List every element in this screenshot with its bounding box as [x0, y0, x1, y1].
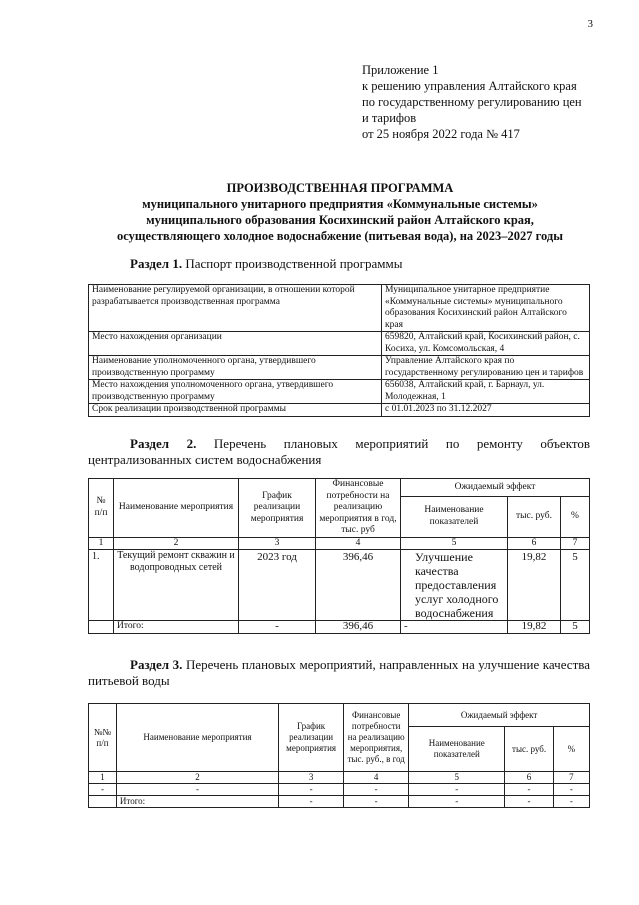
total-percent: 5: [561, 621, 590, 634]
total-label: Итого:: [116, 796, 278, 808]
header-schedule: График реализации мероприятия: [239, 479, 316, 538]
row-percent: 5: [561, 550, 590, 621]
header-effect: Ожидаемый эффект: [401, 479, 590, 497]
title-line: муниципального образования Косихинский район Алтайского края,: [146, 213, 534, 227]
passport-name-cell: Срок реализации производственной программы: [89, 404, 382, 417]
column-number-row: [89, 537, 590, 550]
header-name: Наименование мероприятия: [116, 704, 278, 772]
page-number: 3: [587, 18, 593, 30]
column-number: 4: [316, 537, 401, 550]
table-row: [89, 356, 590, 380]
total-row: [89, 621, 590, 634]
section3-text: Перечень плановых мероприятий, направленных на улучшение качества питьевой воды: [88, 657, 590, 688]
row-finance: 396,46: [316, 550, 401, 621]
header-percent: %: [561, 496, 590, 537]
header-num: №№ п/п: [89, 704, 117, 772]
title-line: осуществляющего холодное водоснабжение (питьевая вода), на 2023–2027 годы: [117, 229, 563, 243]
column-number: 1: [89, 772, 117, 784]
column-number: 2: [116, 772, 278, 784]
title-line: ПРОИЗВОДСТВЕННАЯ ПРОГРАММА: [226, 181, 454, 195]
total-row: [89, 796, 590, 808]
row-num: 1.: [89, 550, 114, 621]
column-number: 5: [401, 537, 508, 550]
table-header-row: [89, 479, 590, 497]
header-indicator: Наименование показателей: [409, 727, 505, 772]
total-indicator: -: [409, 796, 505, 808]
total-schedule: -: [239, 621, 316, 634]
row-indicator: Улучшение качества предоставления услуг холодного водоснабжения: [401, 550, 508, 621]
header-effect: Ожидаемый эффект: [409, 704, 590, 727]
appendix-line: и тарифов: [362, 111, 417, 125]
row-schedule: 2023 год: [239, 550, 316, 621]
total-finance: -: [344, 796, 409, 808]
document-title: [60, 180, 620, 244]
column-number: 6: [508, 537, 561, 550]
section2-text: Перечень плановых мероприятий по ремонту объектов централизованных систем водоснабжения: [88, 436, 590, 467]
column-number: 7: [561, 537, 590, 550]
table-row: [89, 784, 590, 796]
passport-value-cell: с 01.01.2023 по 31.12.2027: [382, 404, 590, 417]
total-label: Итого:: [114, 621, 239, 634]
total-thousand: -: [505, 796, 554, 808]
passport-name-cell: Место нахождения организации: [89, 332, 382, 356]
column-number-row: [89, 772, 590, 784]
passport-table: [88, 284, 590, 417]
appendix-line: Приложение 1: [362, 63, 439, 77]
column-number: 3: [279, 772, 344, 784]
section3-heading: [88, 657, 590, 689]
header-indicator: Наименование показателей: [401, 496, 508, 537]
column-number: 3: [239, 537, 316, 550]
passport-value-cell: Управление Алтайского края по государственному регулированию цен и тарифов: [382, 356, 590, 380]
total-finance: 396,46: [316, 621, 401, 634]
header-finance: Финансовые потребности на реализацию мероприятия, тыс. руб., в год: [344, 704, 409, 772]
column-number: 7: [553, 772, 589, 784]
table-row: [89, 380, 590, 404]
section2-heading: [88, 436, 590, 468]
total-thousand: 19,82: [508, 621, 561, 634]
appendix-block: [362, 62, 582, 142]
section1-text: Паспорт производственной программы: [182, 256, 403, 271]
header-num: № п/п: [89, 479, 114, 538]
passport-value-cell: 656038, Алтайский край, г. Барнаул, ул. Молодежная, 1: [382, 380, 590, 404]
column-number: 4: [344, 772, 409, 784]
table-row: [89, 404, 590, 417]
total-percent: -: [553, 796, 589, 808]
row-finance: -: [344, 784, 409, 796]
row-thousand: -: [505, 784, 554, 796]
total-schedule: -: [279, 796, 344, 808]
column-number: 6: [505, 772, 554, 784]
header-percent: %: [553, 727, 589, 772]
column-number: 5: [409, 772, 505, 784]
passport-value-cell: Муниципальное унитарное предприятие «Коммунальные системы» муниципального образования Косихинский район Алтайского края: [382, 285, 590, 332]
header-finance: Финансовые потребности на реализацию мероприятия в год, тыс. руб: [316, 479, 401, 538]
repair-plan-table: [88, 478, 590, 634]
header-schedule: График реализации мероприятия: [279, 704, 344, 772]
appendix-line: от 25 ноября 2022 года № 417: [362, 127, 520, 141]
row-thousand: 19,82: [508, 550, 561, 621]
header-thousand: тыс. руб.: [505, 727, 554, 772]
row-num: -: [89, 784, 117, 796]
section1-heading: [130, 256, 402, 272]
header-thousand: тыс. руб.: [508, 496, 561, 537]
column-number: 1: [89, 537, 114, 550]
appendix-line: к решению управления Алтайского края: [362, 79, 577, 93]
row-name: Текущий ремонт скважин и водопроводных сетей: [114, 550, 239, 621]
table-row: [89, 285, 590, 332]
row-percent: -: [553, 784, 589, 796]
section2-label: Раздел 2.: [130, 436, 197, 451]
passport-name-cell: Место нахождения уполномоченного органа, утвердившего производственную программу: [89, 380, 382, 404]
total-indicator: -: [401, 621, 508, 634]
passport-name-cell: Наименование уполномоченного органа, утвердившего производственную программу: [89, 356, 382, 380]
water-quality-plan-table: [88, 703, 590, 808]
appendix-line: по государственному регулированию цен: [362, 95, 582, 109]
header-name: Наименование мероприятия: [114, 479, 239, 538]
row-name: -: [116, 784, 278, 796]
passport-name-cell: Наименование регулируемой организации, в отношении которой разрабатывается производственная программа: [89, 285, 382, 332]
section3-label: Раздел 3.: [130, 657, 183, 672]
row-indicator: -: [409, 784, 505, 796]
title-line: муниципального унитарного предприятия «Коммунальные системы»: [142, 197, 538, 211]
table-header-row: [89, 704, 590, 727]
column-number: 2: [114, 537, 239, 550]
table-row: [89, 332, 590, 356]
row-schedule: -: [279, 784, 344, 796]
section1-label: Раздел 1.: [130, 256, 183, 271]
table-row: [89, 550, 590, 621]
passport-value-cell: 659820, Алтайский край, Косихинский район, с. Косиха, ул. Комсомольская, 4: [382, 332, 590, 356]
